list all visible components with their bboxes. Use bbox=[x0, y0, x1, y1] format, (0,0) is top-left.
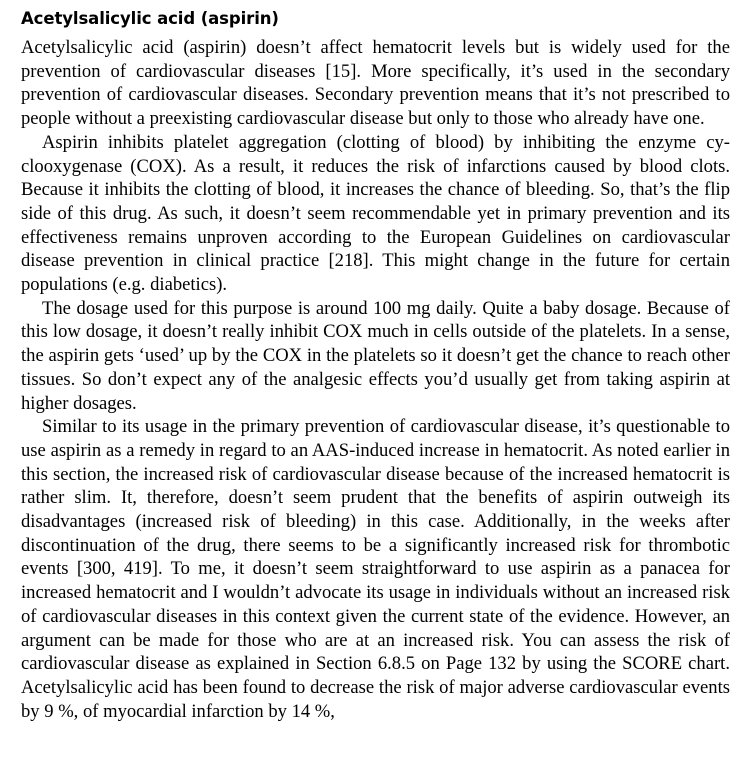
paragraph-dosage: The dosage used for this purpose is around 100 mg daily. Quite a baby dosage. Because of this low dosage, it doesn’t really inhibit COX much in cells outside of the platelets. In a sense, the aspirin gets ‘used’ up by the COX in the platelets so it doesn’t get the chance to reach other tissues. So don’t expect any of the analgesic effects you’d usually get from taking aspirin at higher dosages. bbox=[21, 297, 730, 414]
paragraph-intro: Acetylsalicylic acid (aspirin) doesn’t affect hematocrit levels but is widely used for the prevention of cardiovascular diseases [15]. More specifically, it’s used in the secondary prevention of cardiovascular diseases. Secondary prevention means that it’s not prescribed to people without a preexisting cardiovascular disease but only to those who already have one. bbox=[21, 37, 730, 130]
section-heading: Acetylsalicylic acid (aspirin) bbox=[21, 9, 279, 28]
paragraph-hematocrit-remedy: Similar to its usage in the primary prevention of cardiovascular disease, it’s questionable to use aspirin as a remedy in regard to an AAS-induced increase in hematocrit. As noted earlier in this section, the increased risk of cardiovascular disease because of the increased hematocrit is rather slim. It, therefore, doesn’t seem prudent that the benefits of aspirin outweigh its disadvantages (increased risk of bleeding) in this case. Additionally, in the weeks after discontinuation of the drug, there seems to be a significantly increased risk for thrombotic events [300, 419]. To me, it doesn’t seem straightforward to use aspirin as a panacea for increased hematocrit and I wouldn’t advocate its usage in individuals without an increased risk of cardiovascular diseases in this context given the current state of the evidence. However, an argument can be made for those who are at an increased risk. You can assess the risk of cardiovascular disease as explained in Section 6.8.5 on Page 132 by using the SCORE chart. Acetylsalicylic acid has been found to decrease the risk of major adverse cardiovascular events by 9 %, of myocardial infarction by 14 %, bbox=[21, 416, 730, 722]
paragraph-platelet-aggregation: Aspirin inhibits platelet aggregation (clotting of blood) by inhibiting the enzyme cyclooxygenase (COX). As a result, it reduces the risk of infarctions caused by blood clots. Because it inhibits the clotting of blood, it increases the chance of bleeding. So, that’s the flip side of this drug. As such, it doesn’t seem recommendable yet in primary prevention and its effectiveness remains unproven according to the European Guidelines on cardiovascular disease prevention in clinical practice [218]. This might change in the future for certain populations (e.g. diabetics). bbox=[21, 131, 730, 296]
document-page bbox=[21, 8, 730, 723]
